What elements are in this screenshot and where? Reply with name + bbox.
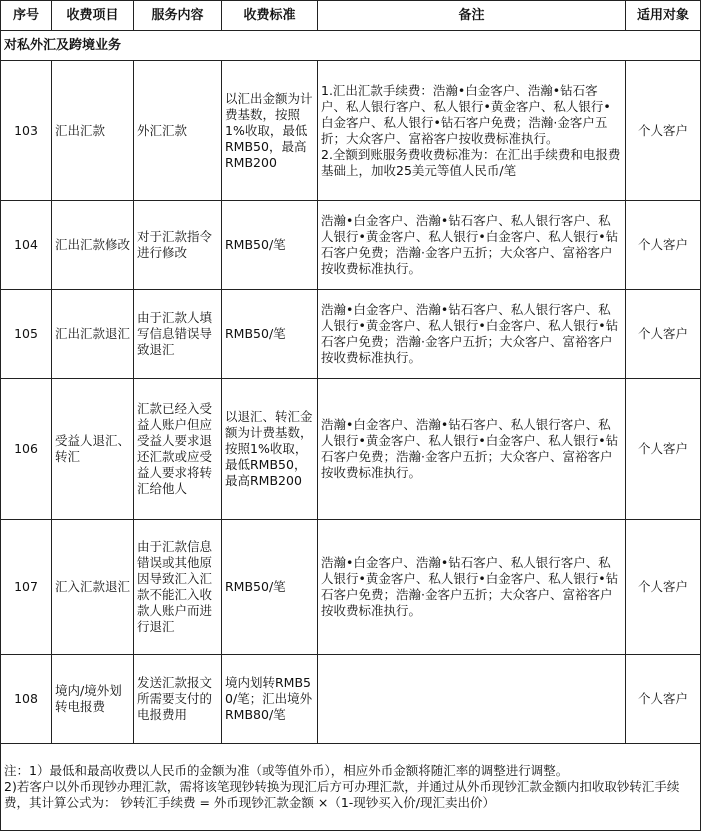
row-target: 个人客户 bbox=[626, 520, 701, 655]
row-content: 汇款已经入受益人账户但应受益人要求退还汇款或应受益人要求将转汇给他人 bbox=[134, 379, 222, 520]
row-num: 105 bbox=[1, 290, 52, 379]
row-target: 个人客户 bbox=[626, 655, 701, 744]
row-num: 106 bbox=[1, 379, 52, 520]
row-standard: 以汇出金额为计费基数，按照1%收取，最低RMB50，最高RMB200 bbox=[222, 61, 318, 201]
table-row bbox=[1, 655, 701, 744]
row-content: 对于汇款指令进行修改 bbox=[134, 201, 222, 290]
row-content: 发送汇款报文所需要支付的电报费用 bbox=[134, 655, 222, 744]
row-note: 浩瀚•白金客户、浩瀚•钻石客户、私人银行客户、私人银行•黄金客户、私人银行•白金客户、私人银行•钻石客户免费；浩瀚·金客户五折；大众客户、富裕客户按收费标准执行。 bbox=[318, 379, 626, 520]
table-row bbox=[1, 61, 701, 201]
row-target: 个人客户 bbox=[626, 379, 701, 520]
table-row bbox=[1, 290, 701, 379]
row-note: 浩瀚•白金客户、浩瀚•钻石客户、私人银行客户、私人银行•黄金客户、私人银行•白金客户、私人银行•钻石客户免费；浩瀚·金客户五折；大众客户、富裕客户按收费标准执行。 bbox=[318, 520, 626, 655]
row-num: 107 bbox=[1, 520, 52, 655]
header-num: 序号 bbox=[1, 1, 52, 31]
row-note: 浩瀚•白金客户、浩瀚•钻石客户、私人银行客户、私人银行•黄金客户、私人银行•白金客户、私人银行•钻石客户免费；浩瀚·金客户五折；大众客户、富裕客户按收费标准执行。 bbox=[318, 201, 626, 290]
table-row bbox=[1, 520, 701, 655]
header-content: 服务内容 bbox=[134, 1, 222, 31]
table-row bbox=[1, 201, 701, 290]
row-standard: RMB50/笔 bbox=[222, 201, 318, 290]
row-note: 浩瀚•白金客户、浩瀚•钻石客户、私人银行客户、私人银行•黄金客户、私人银行•白金客户、私人银行•钻石客户免费；浩瀚·金客户五折；大众客户、富裕客户按收费标准执行。 bbox=[318, 290, 626, 379]
section-title: 对私外汇及跨境业务 bbox=[1, 31, 701, 61]
row-standard: 以退汇、转汇金额为计费基数，按照1%收取，最低RMB50，最高RMB200 bbox=[222, 379, 318, 520]
row-item: 境内/境外划转电报费 bbox=[52, 655, 134, 744]
row-item: 受益人退汇、转汇 bbox=[52, 379, 134, 520]
header-target: 适用对象 bbox=[626, 1, 701, 31]
row-num: 103 bbox=[1, 61, 52, 201]
row-num: 104 bbox=[1, 201, 52, 290]
row-content: 由于汇款信息错误或其他原因导致汇入汇款不能汇入收款人账户而进行退汇 bbox=[134, 520, 222, 655]
row-note bbox=[318, 655, 626, 744]
row-content: 外汇汇款 bbox=[134, 61, 222, 201]
row-target: 个人客户 bbox=[626, 201, 701, 290]
row-item: 汇出汇款退汇 bbox=[52, 290, 134, 379]
row-note: 1.汇出汇款手续费：浩瀚•白金客户、浩瀚•钻石客户、私人银行客户、私人银行•黄金客户、私人银行•白金客户、私人银行•钻石客户免费；浩瀚·金客户五折；大众客户、富裕客户按收费标准执行。 2.全额到账服务费收费标准为：在汇出手续费和电报费基础上，加收25美元等值人民币/笔 bbox=[318, 61, 626, 201]
section-row bbox=[1, 31, 701, 61]
row-item: 汇入汇款退汇 bbox=[52, 520, 134, 655]
header-standard: 收费标准 bbox=[222, 1, 318, 31]
table-row bbox=[1, 379, 701, 520]
row-standard: 境内划转RMB50/笔；汇出境外RMB80/笔 bbox=[222, 655, 318, 744]
row-num: 108 bbox=[1, 655, 52, 744]
row-target: 个人客户 bbox=[626, 61, 701, 201]
row-item: 汇出汇款 bbox=[52, 61, 134, 201]
header-note: 备注 bbox=[318, 1, 626, 31]
row-standard: RMB50/笔 bbox=[222, 520, 318, 655]
header-row bbox=[1, 1, 701, 31]
row-content: 由于汇款人填写信息错误导致退汇 bbox=[134, 290, 222, 379]
row-target: 个人客户 bbox=[626, 290, 701, 379]
row-item: 汇出汇款修改 bbox=[52, 201, 134, 290]
row-standard: RMB50/笔 bbox=[222, 290, 318, 379]
header-item: 收费项目 bbox=[52, 1, 134, 31]
footnote-row bbox=[1, 744, 701, 831]
footnote: 注：1）最低和最高收费以人民币的金额为准（或等值外币），相应外币金额将随汇率的调整进行调整。 2)若客户以外币现钞办理汇款，需将该笔现钞转换为现汇后方可办理汇款，并通过从外币现钞汇款金额内扣收取钞转汇手续费，其计算公式为： 钞转汇手续费 = 外币现钞汇款金额 ×（1-现钞买入价/现汇卖出价） bbox=[1, 744, 701, 831]
